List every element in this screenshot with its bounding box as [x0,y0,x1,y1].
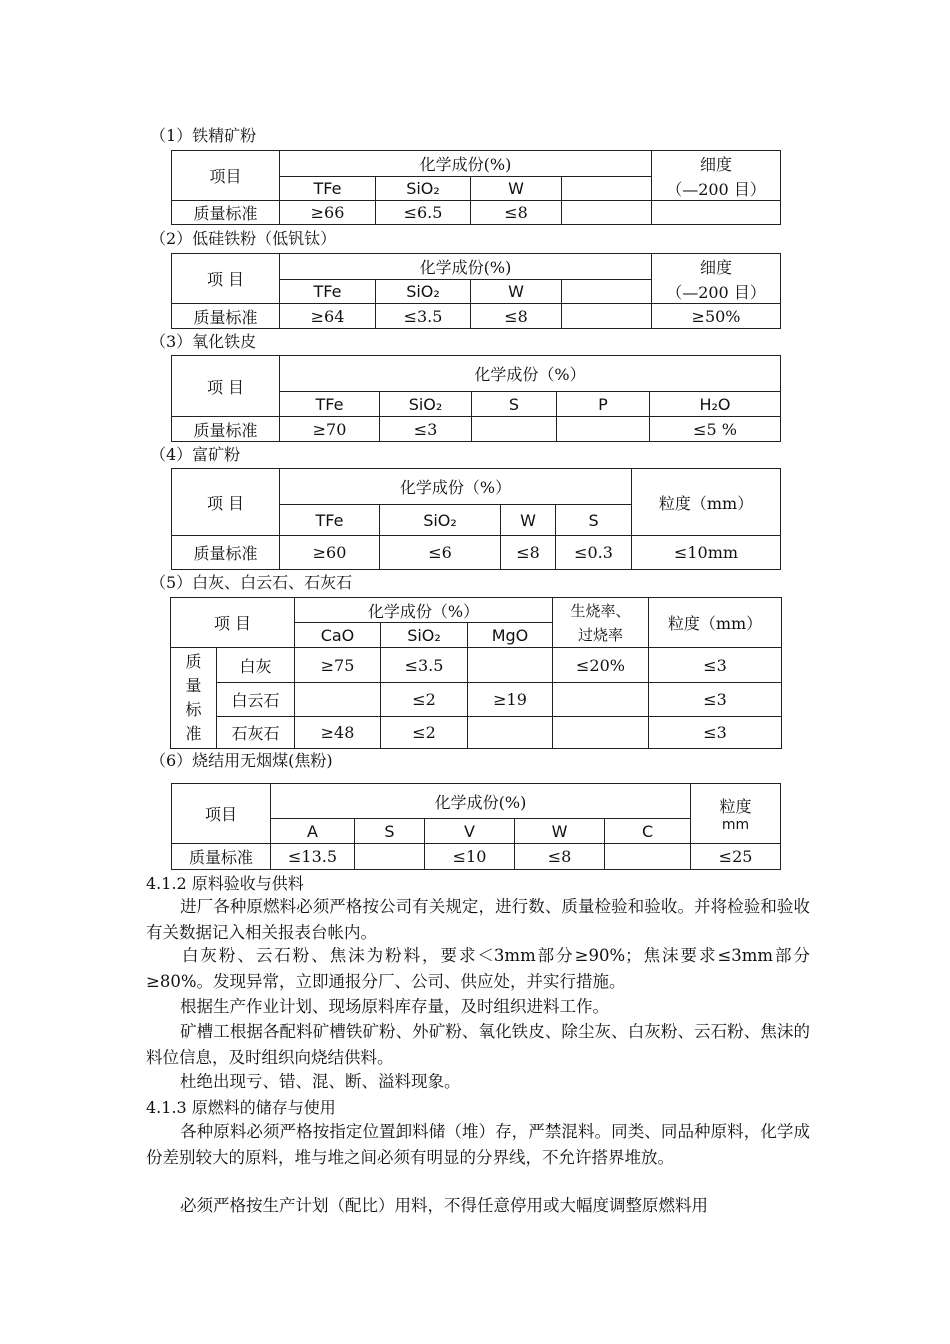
caption-low-silicon-iron: （2）低硅铁粉（低钒钛） [150,229,337,248]
fineness-value: ≥50% [652,304,781,329]
caption-rich-ore: （4）富矿粉 [150,445,241,464]
value-cell: ≤8 [471,304,562,329]
value-cell: ≥75 [295,648,381,683]
value-cell: ≤8 [501,536,556,570]
fineness-unit: （—200 目） [652,280,781,304]
fineness-unit: （—200 目） [652,177,781,201]
paragraph [146,894,810,946]
col-v: V [425,819,515,844]
value-cell: ≤6.5 [376,201,471,225]
caption-iron-concentrate: （1）铁精矿粉 [150,126,257,145]
col-tfe: TFe [280,177,376,201]
value-cell [468,717,553,749]
col-empty [562,177,652,201]
value-cell [562,201,652,225]
col-s: S [556,505,632,536]
col-sio2: SiO₂ [380,505,501,536]
col-h2o: H₂O [650,392,781,417]
col-tfe: TFe [280,505,380,536]
table-rich-ore [171,468,781,570]
row-label: 质量标准 [172,201,280,225]
chem-header: 化学成份(%) [271,784,691,819]
paragraph-text: 根据生产作业计划、现场原料库存量，及时组织进料工作。 [180,997,609,1016]
fineness-value [652,201,781,225]
col-sio2: SiO₂ [380,392,472,417]
value-cell: ≤13.5 [271,844,355,870]
paragraph [146,994,810,1020]
paragraph-text: 必须严格按生产计划（配比）用料，不得任意停用或大幅度调整原燃料用 [180,1196,708,1215]
value-cell: ≤10 [425,844,515,870]
value-cell: ≥64 [280,304,376,329]
paragraph-text: 白灰粉、云石粉、焦沫为粉料，要求＜3mm部分≥90%；焦沫要求≤3mm部分≥80%。发现异常，立即通报分厂、公司、供应处，并实行措施。 [146,946,810,991]
value-cell: ≤6 [380,536,501,570]
value-cell [472,417,557,442]
row-label-lime: 白灰 [217,648,295,683]
item-header: 项 目 [172,254,280,304]
item-header: 项目 [172,151,280,201]
size-value: ≤25 [691,844,781,870]
col-sio2: SiO₂ [376,280,471,304]
size-value: ≤10mm [632,536,781,570]
value-cell: ≥60 [280,536,380,570]
paragraph-text: 进厂各种原燃料必须严格按公司有关规定，进行数、质量检验和验收。并将检验和验收有关数据记入相关报表台帐内。 [146,897,810,942]
vertical-char: 准 [185,724,202,743]
size-header: 粒度（mm） [649,598,782,648]
paragraph [146,1193,810,1219]
size-label: 粒度 [719,797,752,816]
value-cell: ≤5 % [650,417,781,442]
col-s: S [472,392,557,417]
paragraph [146,943,810,995]
table-low-silicon-iron [171,253,781,329]
size-unit: mm [721,817,750,833]
value-cell [557,417,650,442]
section-heading-4-1-3: 4.1.3 原燃料的储存与使用 [146,1098,336,1117]
fineness-header: 细度 [652,254,781,280]
chem-header: 化学成份(%) [280,254,652,280]
item-header: 项 目 [172,356,280,417]
col-tfe: TFe [280,280,376,304]
burn-rate-label-1: 生烧率、 [570,601,631,620]
caption-anthracite-coke: （6）烧结用无烟煤(焦粉) [150,751,333,770]
vertical-char: 质 [185,652,202,671]
row-label: 质量标准 [172,844,271,870]
row-label-dolomite: 白云石 [217,683,295,717]
value-cell: ≥48 [295,717,381,749]
fineness-header: 细度 [652,151,781,177]
vertical-char: 标 [185,700,202,719]
table-anthracite-coke [171,783,781,870]
paragraph [146,1019,810,1071]
burn-rate-header [553,598,649,648]
row-label: 质量标准 [172,536,280,570]
value-cell: ≤0.3 [556,536,632,570]
col-tfe: TFe [280,392,380,417]
col-sio2: SiO₂ [376,177,471,201]
chem-header: 化学成份(%) [280,151,652,177]
col-w: W [471,177,562,201]
caption-lime-dolomite-limestone: （5）白灰、白云石、石灰石 [150,573,353,592]
col-w: W [515,819,605,844]
value-cell: ≤2 [381,683,468,717]
section-heading-4-1-2: 4.1.2 原料验收与供料 [146,874,304,893]
value-cell: ≥66 [280,201,376,225]
col-c: C [605,819,691,844]
col-sio2: SiO₂ [381,623,468,648]
value-cell: ≤3.5 [376,304,471,329]
value-cell: ≤3.5 [381,648,468,683]
chem-header: 化学成份（%） [295,598,553,623]
burn-rate-label-2: 过烧率 [577,625,623,644]
value-cell: ≤8 [471,201,562,225]
size-header [691,784,781,844]
value-cell: ≥19 [468,683,553,717]
size-value: ≤3 [649,683,782,717]
size-value: ≤3 [649,648,782,683]
value-cell [295,683,381,717]
quality-standard-vertical-label [171,648,217,749]
burn-rate-value: ≤20% [553,648,649,683]
value-cell: ≤2 [381,717,468,749]
value-cell [355,844,425,870]
value-cell: ≥70 [280,417,380,442]
chem-header: 化学成份（%） [280,469,632,505]
paragraph-text: 杜绝出现亏、错、混、断、溢料现象。 [180,1072,461,1091]
value-cell [562,304,652,329]
row-label: 质量标准 [172,417,280,442]
caption-iron-scale: （3）氧化铁皮 [150,332,257,351]
table-iron-concentrate [171,150,781,225]
value-cell: ≤3 [380,417,472,442]
burn-rate-value [553,717,649,749]
col-s: S [355,819,425,844]
row-label: 质量标准 [172,304,280,329]
item-header: 项 目 [171,598,295,648]
col-w: W [471,280,562,304]
col-cao: CaO [295,623,381,648]
value-cell: ≤8 [515,844,605,870]
col-a: A [271,819,355,844]
value-cell [468,648,553,683]
item-header: 项目 [172,784,271,844]
table-lime-dolomite-limestone [170,597,782,749]
paragraph-text: 矿槽工根据各配料矿槽铁矿粉、外矿粉、氧化铁皮、除尘灰、白灰粉、云石粉、焦沫的料位信息，及时组织向烧结供料。 [146,1022,810,1067]
table-iron-scale [171,355,781,442]
col-w: W [501,505,556,536]
size-value: ≤3 [649,717,782,749]
paragraph-text: 各种原料必须严格按指定位置卸料储（堆）存，严禁混料。同类、同品种原料，化学成份差别较大的原料，堆与堆之间必须有明显的分界线，不允许搭界堆放。 [146,1122,810,1167]
paragraph [146,1119,810,1171]
burn-rate-value [553,683,649,717]
item-header: 项 目 [172,469,280,536]
value-cell [605,844,691,870]
vertical-char: 量 [185,676,202,695]
chem-header: 化学成份（%） [280,356,781,392]
col-mgo: MgO [468,623,553,648]
row-label-limestone: 石灰石 [217,717,295,749]
paragraph [146,1069,810,1095]
col-empty [562,280,652,304]
size-header: 粒度（mm） [632,469,781,536]
col-p: P [557,392,650,417]
